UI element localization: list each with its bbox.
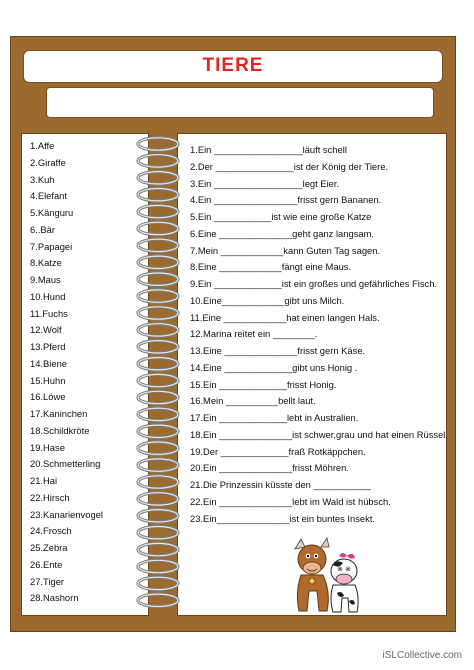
cow-couple-icon bbox=[287, 535, 365, 615]
sentence-item: 18.Ein ______________ist schwer,grau und hat einen Rüssel. bbox=[190, 428, 448, 440]
animal-item: 14.Biene bbox=[30, 357, 68, 369]
animal-item: 2.Giraffe bbox=[30, 156, 66, 168]
binding-ring bbox=[138, 425, 178, 437]
animal-item: 3.Kuh bbox=[30, 173, 55, 185]
sentence-item: 6.Eine ______________geht ganz langsam. bbox=[190, 227, 375, 239]
binding-ring bbox=[138, 273, 178, 285]
sentence-item: 5.Ein ___________ist wie eine große Katze bbox=[190, 211, 372, 222]
sentence-item: 3.Ein _________________legt Eier. bbox=[190, 177, 340, 189]
animal-item: 19.Hase bbox=[30, 441, 65, 453]
animal-item: 25.Zebra bbox=[30, 542, 68, 553]
animal-item: 4.Elefant bbox=[30, 190, 68, 202]
sentence-item: 9.Ein _____________ist ein großes und gefährliches Fisch. bbox=[190, 278, 438, 289]
animal-item: 17.Kaninchen bbox=[30, 408, 88, 419]
binding-ring bbox=[138, 358, 178, 370]
binding-ring bbox=[138, 459, 178, 471]
spiral-binding-icon bbox=[132, 132, 184, 618]
animal-item: 16.Löwe bbox=[30, 391, 66, 403]
binding-ring bbox=[138, 476, 178, 488]
animal-item: 12.Wolf bbox=[30, 324, 62, 336]
binding-ring bbox=[138, 408, 178, 420]
animal-item: 28.Nashorn bbox=[30, 592, 79, 604]
animal-item: 23.Kanarienvogel bbox=[30, 508, 103, 520]
binding-ring bbox=[138, 138, 178, 150]
animal-item: 22.Hirsch bbox=[30, 491, 70, 503]
binding-ring bbox=[138, 341, 178, 353]
binding-ring bbox=[138, 172, 178, 184]
binding-ring bbox=[138, 493, 178, 505]
sentence-item: 10.Eine____________gibt uns Milch. bbox=[190, 294, 345, 306]
sentence-item: 1.Ein _________________läuft schell bbox=[190, 144, 347, 155]
binding-ring bbox=[138, 594, 178, 606]
binding-ring bbox=[138, 222, 178, 234]
animal-item: 24.Frosch bbox=[30, 525, 72, 537]
animal-item: 27.Tiger bbox=[30, 575, 65, 587]
footer-watermark: iSLCollective.com bbox=[382, 650, 462, 661]
animal-item: 15.Huhn bbox=[30, 374, 66, 386]
spotted-cow-icon bbox=[331, 553, 358, 612]
sentence-item: 23.Ein______________ist ein buntes Insekt. bbox=[190, 512, 376, 524]
title-box bbox=[23, 50, 443, 83]
animal-item: 11.Fuchs bbox=[30, 307, 68, 319]
sentence-item: 16.Mein __________bellt laut. bbox=[190, 395, 316, 407]
binding-ring bbox=[138, 527, 178, 539]
animal-item: 10.Hund bbox=[30, 290, 66, 302]
sentence-item: 12.Marina reitet ein ________. bbox=[190, 328, 318, 340]
binding-ring bbox=[138, 374, 178, 386]
name-field-box[interactable] bbox=[46, 87, 434, 118]
sentence-item: 21.Die Prinzessin küsste den ___________ bbox=[190, 479, 371, 490]
binding-ring bbox=[138, 543, 178, 555]
binding-ring bbox=[138, 189, 178, 201]
sentence-item: 19.Der _____________fraß Rotkäppchen. bbox=[190, 445, 366, 457]
page-title: TIERE bbox=[202, 55, 264, 76]
sentence-item: 11.Eine ____________hat einen langen Hals. bbox=[190, 311, 380, 323]
animal-item: 18.Schildkröte bbox=[30, 424, 90, 436]
binding-ring bbox=[138, 290, 178, 302]
brown-cow-icon bbox=[295, 538, 329, 611]
animal-item: 20.Schmetterling bbox=[30, 458, 101, 470]
binding-ring bbox=[138, 510, 178, 522]
sentence-item: 4.Ein ________________frisst gern Bananen. bbox=[190, 194, 382, 206]
animal-item: 21.Hai bbox=[30, 475, 58, 486]
sentence-item: 13.Eine ______________frisst gern Käse. bbox=[190, 345, 366, 356]
animal-item: 7.Papagei bbox=[30, 240, 73, 252]
animal-item: 8.Katze bbox=[30, 257, 62, 269]
sentence-item: 8.Eine ____________fängt eine Maus. bbox=[190, 261, 352, 273]
sentence-item: 17.Ein _____________lebt in Australien. bbox=[190, 412, 359, 423]
animal-item: 5.Känguru bbox=[30, 207, 74, 218]
sentence-item: 14.Eine _____________gibt uns Honig . bbox=[190, 361, 358, 373]
binding-ring bbox=[138, 307, 178, 319]
sentence-item: 20.Ein ______________frisst Möhren. bbox=[190, 462, 349, 474]
binding-ring bbox=[138, 239, 178, 251]
binding-ring bbox=[138, 324, 178, 336]
binding-ring bbox=[138, 155, 178, 167]
binding-ring bbox=[138, 442, 178, 454]
sentence-item: 2.Der _______________ist der König der Tiere. bbox=[190, 160, 389, 172]
binding-ring bbox=[138, 391, 178, 403]
animal-item: 1.Affe bbox=[30, 140, 55, 151]
sentence-item: 22.Ein ______________lebt im Wald ist hübsch. bbox=[190, 495, 391, 507]
binding-ring bbox=[138, 577, 178, 589]
animal-item: 26.Ente bbox=[30, 558, 63, 570]
binding-ring bbox=[138, 256, 178, 268]
sentence-item: 7.Mein ____________kann Guten Tag sagen. bbox=[190, 244, 381, 256]
binding-ring bbox=[138, 205, 178, 217]
sentence-item: 15.Ein _____________frisst Honig. bbox=[190, 378, 337, 390]
animal-item: 13.Pferd bbox=[30, 341, 66, 352]
animal-item: 6..Bär bbox=[30, 223, 56, 235]
binding-ring bbox=[138, 560, 178, 572]
animal-list-page bbox=[21, 133, 149, 616]
animal-item: 9.Maus bbox=[30, 274, 61, 285]
